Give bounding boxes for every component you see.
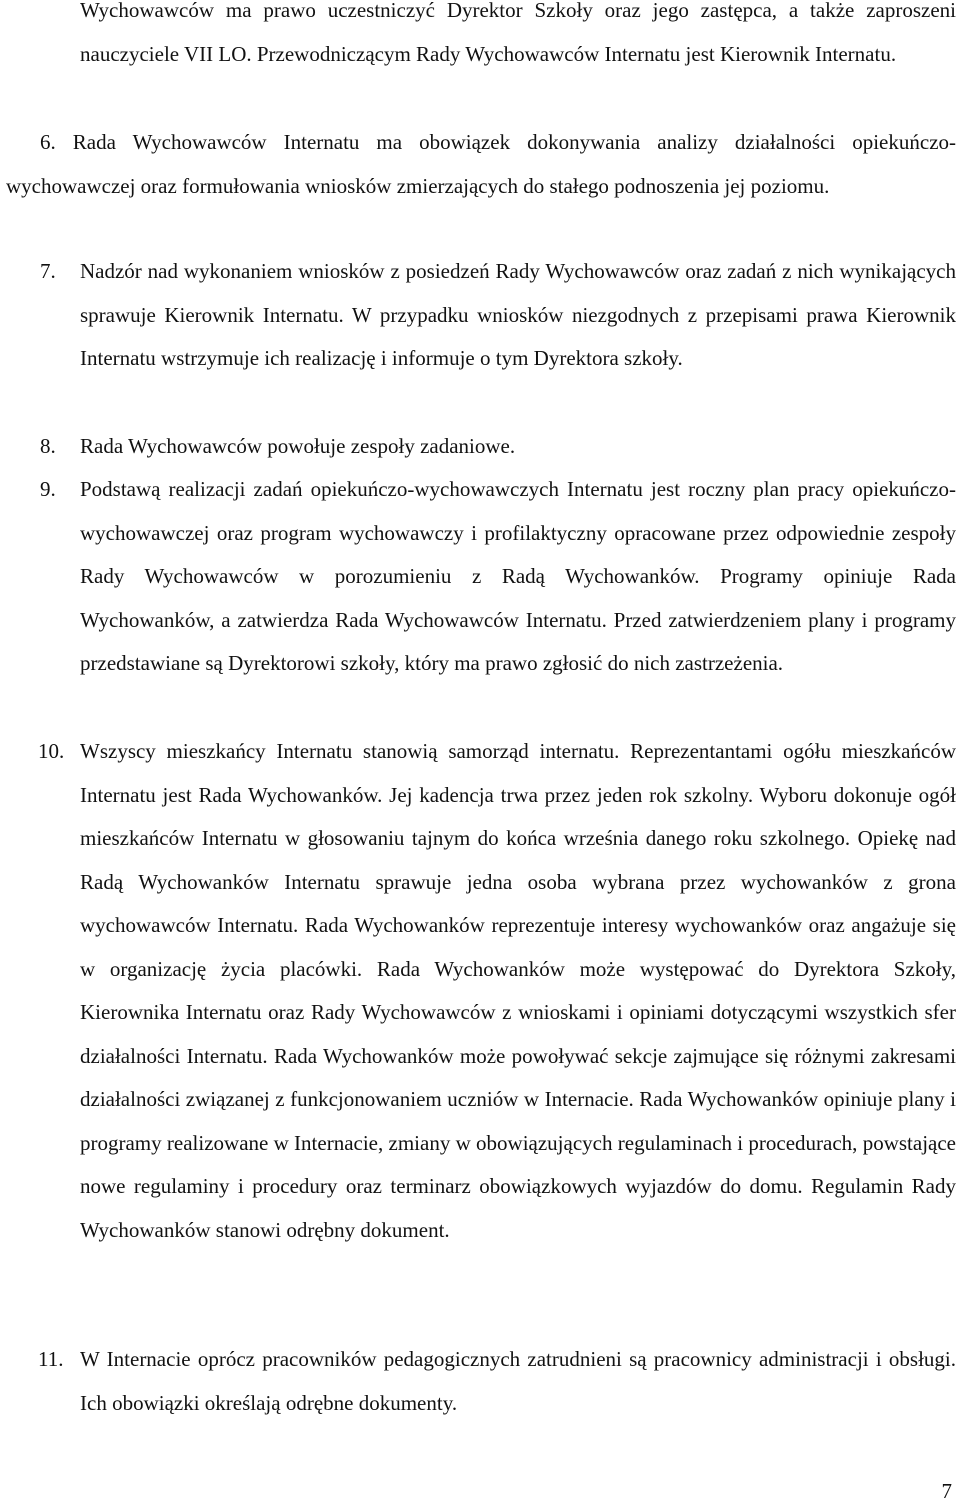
item-text: Rada Wychowawców powołuje zespoły zadaniowe. <box>80 434 516 458</box>
list-item-6 <box>6 121 956 208</box>
item-number: 9. <box>40 477 56 501</box>
item-text: Podstawą realizacji zadań opiekuńczo-wychowawczych Internatu jest roczny plan pracy opiekuńczo-wychowawczej oraz program wychowawczy i profilaktyczny opracowane przez odpowiednie zespoły Rady Wychowawców w porozumieniu z Radą Wychowanków. Programy opiniuje Rada Wychowanków, a zatwierdza Rada Wychowawców Internatu. Przed zatwierdzeniem plany i programy przedstawiane są Dyrektorowi szkoły, który ma prawo zgłosić do nich zastrzeżenia. <box>80 477 956 675</box>
page-number: 7 <box>941 1479 952 1503</box>
item-text: Wszyscy mieszkańcy Internatu stanowią samorząd internatu. Reprezentantami ogółu mieszkańców Internatu jest Rada Wychowanków. Jej kadencja trwa przez jeden rok szkolny. Wyboru dokonuje ogół mieszkańców Internatu w głosowaniu tajnym do końca września danego roku szkolnego. Opiekę nad Radą Wychowanków Internatu sprawuje jedna osoba wybrana przez wychowanków z grona wychowawców Internatu. Rada Wychowanków reprezentuje interesy wychowanków oraz angażuje się w organizację życia placówki. Rada Wychowanków może występować do Dyrektora Szkoły, Kierownika Internatu oraz Rady Wychowawców z wnioskami i opiniami dotyczącymi wszystkich sfer działalności Internatu. Rada Wychowanków może powoływać sekcje zajmujące się różnymi zakresami działalności związanej z funkcjonowaniem uczniów w Internacie. Rada Wychowanków opiniuje plany i programy realizowane w Internacie, zmiany w obowiązujących regulaminach i procedurach, powstające nowe regulaminy i procedury oraz terminarz obowiązkowych wyjazdów do domu. Regulamin Rady Wychowanków stanowi odrębny dokument. <box>80 739 956 1242</box>
list-item-9 <box>40 468 956 686</box>
list-item-11 <box>38 1338 956 1425</box>
item-number: 11. <box>38 1347 64 1371</box>
item-number: 10. <box>38 739 65 763</box>
list-item-8 <box>40 425 956 469</box>
item-text: Rada Wychowawców Internatu ma obowiązek dokonywania analizy działalności opiekuńczo-wychowawczej oraz formułowania wniosków zmierzających do stałego podnoszenia jej poziomu. <box>6 130 957 198</box>
item-text: Nadzór nad wykonaniem wniosków z posiedzeń Rady Wychowawców oraz zadań z nich wynikających sprawuje Kierownik Internatu. W przypadku wniosków niezgodnych z przepisami prawa Kierownik Internatu wstrzymuje ich realizację i informuje o tym Dyrektora szkoły. <box>80 259 956 370</box>
continuation-paragraph: Wychowawców ma prawo uczestniczyć Dyrektor Szkoły oraz jego zastępca, a także zaproszeni nauczyciele VII LO. Przewodniczącym Rady Wychowawców Internatu jest Kierownik Internatu. <box>80 0 956 66</box>
item-number: 7. <box>40 259 56 283</box>
list-item-7 <box>40 250 956 381</box>
item-text: W Internacie oprócz pracowników pedagogicznych zatrudnieni są pracownicy administracji i obsługi. Ich obowiązki określają odrębne dokumenty. <box>80 1347 956 1415</box>
item-number: 8. <box>40 434 56 458</box>
item-number: 6. <box>40 130 56 154</box>
list-item-10 <box>38 730 956 1252</box>
